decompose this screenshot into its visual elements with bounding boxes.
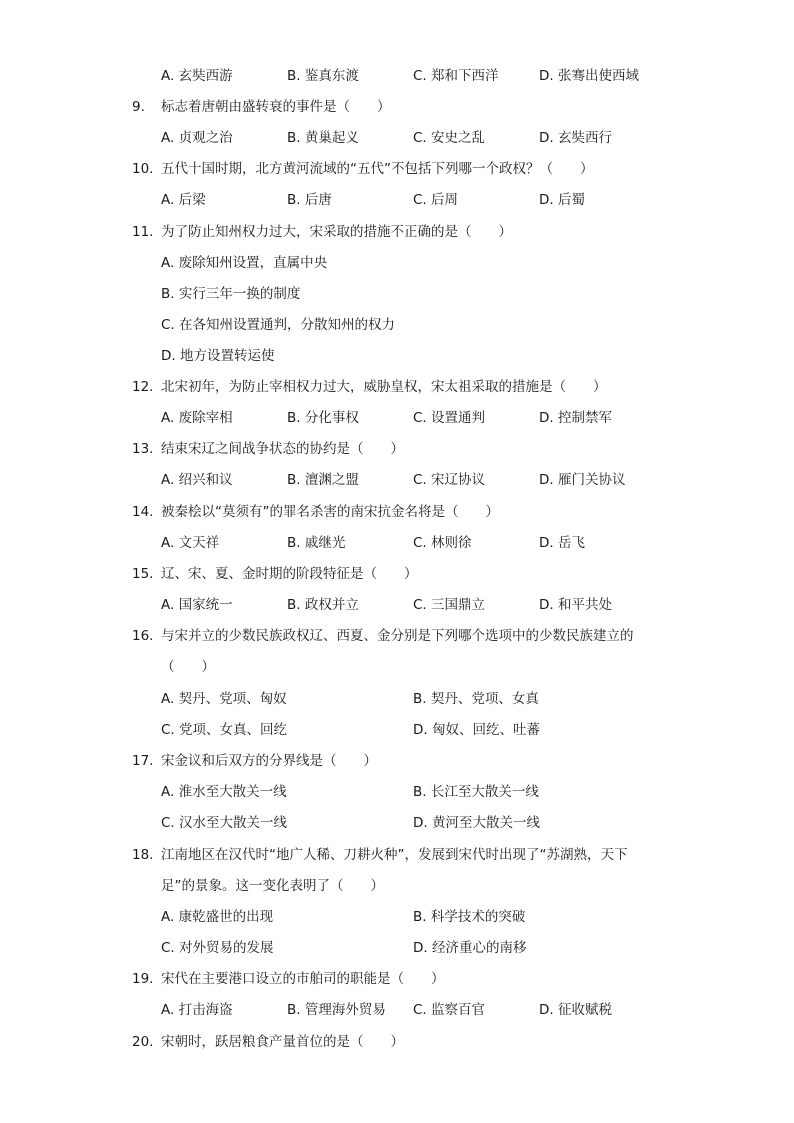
option-text: D. 黄河至大散关一线	[413, 815, 540, 831]
options-row	[0, 907, 794, 927]
option-line	[0, 253, 794, 273]
option-text: B. 分化事权	[287, 410, 359, 426]
question-number: 19.	[132, 971, 154, 987]
question-number: 10.	[132, 161, 154, 177]
question-text: 五代十国时期，北方黄河流域的“五代”不包括下列哪一个政权？（ ）	[161, 161, 594, 177]
option-text: C. 宋辽协议	[413, 472, 486, 488]
options-row	[0, 689, 794, 709]
question-text: 北宋初年，为防止宰相权力过大，威胁皇权，宋太祖采取的措施是（ ）	[161, 379, 607, 395]
question-line	[0, 502, 794, 522]
option-text: D. 和平共处	[539, 597, 612, 613]
question-number: 14.	[132, 504, 154, 520]
option-text: D. 匈奴、回纥、吐蕃	[413, 722, 540, 738]
option-text: C. 对外贸易的发展	[161, 940, 274, 956]
question-text: 标志着唐朝由盛转衰的事件是（ ）	[161, 99, 391, 115]
option-text: B. 鉴真东渡	[287, 68, 359, 84]
question-line	[0, 751, 794, 771]
option-text: C. 郑和下西洋	[413, 68, 499, 84]
question-text: （ ）	[161, 659, 215, 675]
options-row	[0, 595, 794, 615]
question-text: 辽、宋、夏、金时期的阶段特征是（ ）	[161, 566, 418, 582]
option-line	[0, 346, 794, 366]
question-number: 12.	[132, 379, 154, 395]
option-text: B. 长江至大散关一线	[413, 784, 539, 800]
option-text: A. 废除知州设置，直属中央	[161, 255, 328, 271]
options-row	[0, 408, 794, 428]
options-row	[0, 470, 794, 490]
question-line	[0, 1032, 794, 1052]
option-text: B. 政权并立	[287, 597, 359, 613]
option-text: A. 玄奘西游	[161, 68, 233, 84]
question-line	[0, 969, 794, 989]
options-row	[0, 66, 794, 86]
question-number: 20.	[132, 1034, 154, 1050]
option-text: D. 控制禁军	[539, 410, 612, 426]
option-text: C. 三国鼎立	[413, 597, 486, 613]
question-line	[0, 159, 794, 179]
option-text: B. 契丹、党项、女真	[413, 691, 539, 707]
question-text: 宋朝时，跃居粮食产量首位的是（ ）	[161, 1034, 404, 1050]
question-text: 为了防止知州权力过大，宋采取的措施不正确的是（ ）	[161, 224, 512, 240]
option-line	[0, 284, 794, 304]
option-text: A. 贞观之治	[161, 130, 233, 146]
option-text: B. 科学技术的突破	[413, 909, 526, 925]
options-row	[0, 813, 794, 833]
option-text: B. 后唐	[287, 192, 332, 208]
question-number: 13.	[132, 441, 154, 457]
option-text: C. 在各知州设置通判，分散知州的权力	[161, 317, 396, 333]
option-line	[0, 315, 794, 335]
option-text: C. 党项、女真、回纥	[161, 722, 288, 738]
option-text: A. 文天祥	[161, 535, 220, 551]
question-text: 与宋并立的少数民族政权辽、西夏、金分别是下列哪个选项中的少数民族建立的	[161, 628, 634, 644]
option-text: B. 黄巢起义	[287, 130, 359, 146]
question-number: 11.	[132, 224, 154, 240]
option-text: A. 国家统一	[161, 597, 233, 613]
question-continuation	[0, 657, 794, 677]
options-row	[0, 938, 794, 958]
option-text: A. 废除宰相	[161, 410, 233, 426]
question-text: 江南地区在汉代时“地广人稀、刀耕火种”，发展到宋代时出现了“苏湖熟，天下	[161, 847, 628, 863]
question-number: 17.	[132, 753, 154, 769]
options-row	[0, 128, 794, 148]
option-text: A. 后梁	[161, 192, 206, 208]
question-text: 宋金议和后双方的分界线是（ ）	[161, 753, 377, 769]
option-text: C. 监察百官	[413, 1002, 486, 1018]
option-text: A. 打击海盗	[161, 1002, 233, 1018]
question-line	[0, 377, 794, 397]
option-text: B. 澶渊之盟	[287, 472, 359, 488]
question-continuation	[0, 876, 794, 896]
options-row	[0, 782, 794, 802]
option-text: B. 戚继光	[287, 535, 346, 551]
question-text: 结束宋辽之间战争状态的协约是（ ）	[161, 441, 404, 457]
options-row	[0, 720, 794, 740]
question-number: 18.	[132, 847, 154, 863]
question-line	[0, 845, 794, 865]
question-line	[0, 97, 794, 117]
option-text: D. 张骞出使西域	[539, 68, 639, 84]
question-line	[0, 439, 794, 459]
question-text: 足”的景象。这一变化表明了（ ）	[161, 878, 384, 894]
option-text: A. 契丹、党项、匈奴	[161, 691, 287, 707]
option-text: A. 淮水至大散关一线	[161, 784, 287, 800]
question-number: 9.	[132, 99, 145, 115]
option-text: C. 汉水至大散关一线	[161, 815, 288, 831]
question-line	[0, 564, 794, 584]
question-text: 宋代在主要港口设立的市舶司的职能是（ ）	[161, 971, 445, 987]
question-text: 被秦桧以“莫须有”的罪名杀害的南宋抗金名将是（ ）	[161, 504, 499, 520]
option-text: D. 玄奘西行	[539, 130, 612, 146]
option-text: D. 岳飞	[539, 535, 585, 551]
option-text: C. 安史之乱	[413, 130, 486, 146]
question-number: 16.	[132, 628, 154, 644]
option-text: C. 林则徐	[413, 535, 472, 551]
option-text: A. 康乾盛世的出现	[161, 909, 274, 925]
question-number: 15.	[132, 566, 154, 582]
option-text: D. 后蜀	[539, 192, 585, 208]
question-line	[0, 626, 794, 646]
options-row	[0, 533, 794, 553]
options-row	[0, 190, 794, 210]
question-line	[0, 222, 794, 242]
option-text: D. 地方设置转运使	[161, 348, 275, 364]
option-text: B. 管理海外贸易	[287, 1002, 386, 1018]
option-text: C. 设置通判	[413, 410, 486, 426]
option-text: D. 征收赋税	[539, 1002, 612, 1018]
option-text: D. 雁门关协议	[539, 472, 626, 488]
option-text: A. 绍兴和议	[161, 472, 233, 488]
option-text: B. 实行三年一换的制度	[161, 286, 301, 302]
option-text: D. 经济重心的南移	[413, 940, 527, 956]
option-text: C. 后周	[413, 192, 459, 208]
options-row	[0, 1000, 794, 1020]
